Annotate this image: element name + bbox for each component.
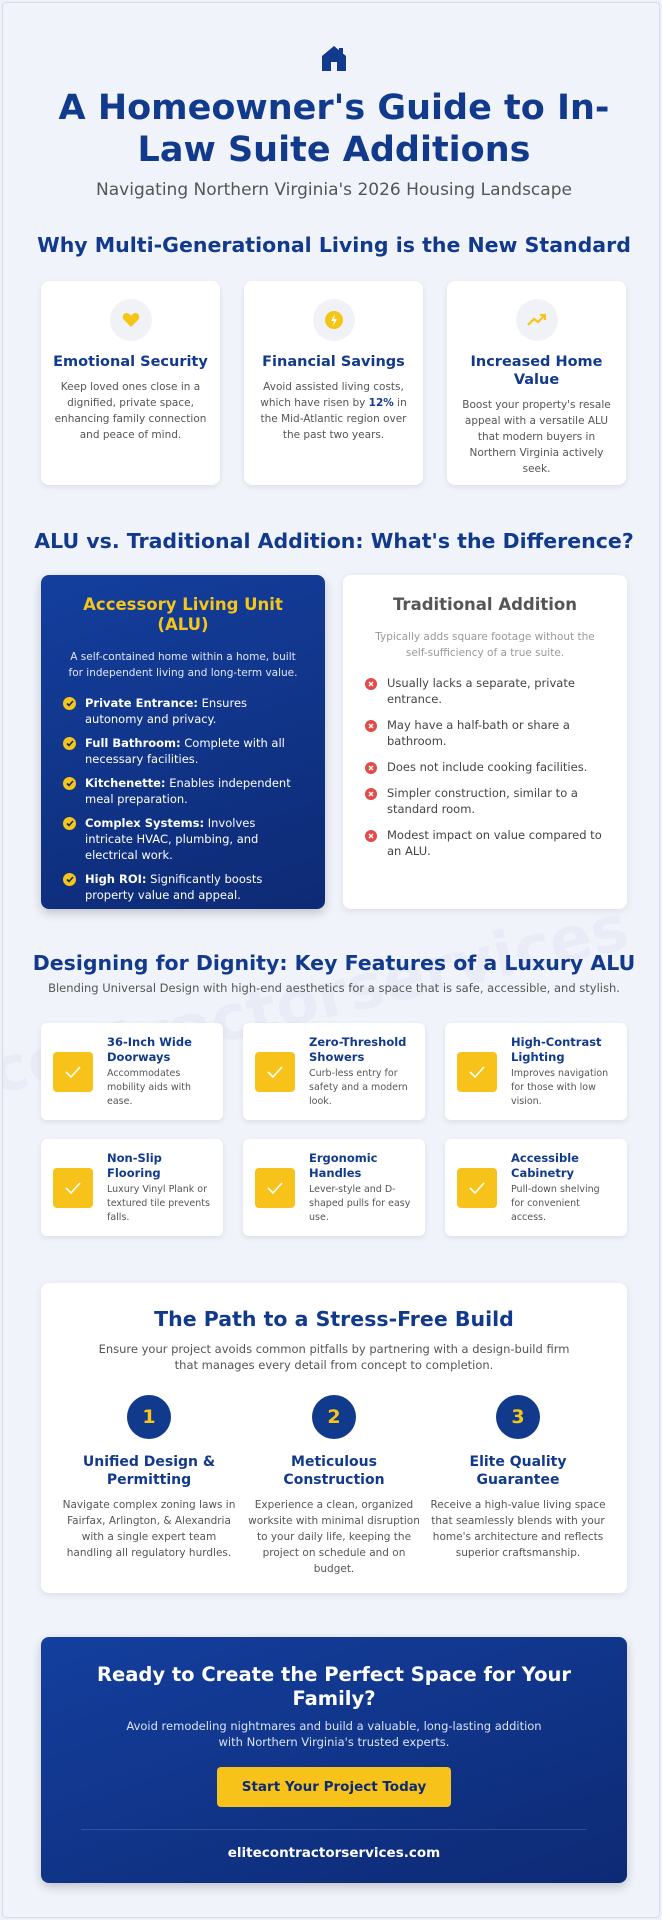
traditional-item: Does not include cooking facilities. xyxy=(365,759,605,775)
feature-tile: 36-Inch Wide Doorways Accommodates mobility aids with ease. xyxy=(41,1023,223,1120)
step-number: 3 xyxy=(496,1395,540,1439)
step-title: Meticulous Construction xyxy=(283,1454,385,1488)
benefit-title: Financial Savings xyxy=(262,354,405,370)
step-text: Navigate complex zoning laws in Fairfax, Arlington, & Alexandria with a single expert team handling all regulatory hurdles. xyxy=(62,1499,236,1559)
page-subtitle: Navigating Northern Virginia's 2026 Housing Landscape xyxy=(96,180,572,200)
path-intro: Ensure your project avoids common pitfalls by partnering with a design-build firm that manages every detail from concept to completion. xyxy=(98,1342,570,1372)
alu-feature-item: Private Entrance: Ensures autonomy and privacy. xyxy=(63,695,303,727)
path-title: The Path to a Stress-Free Build xyxy=(154,1307,514,1331)
benefit-card-emotional xyxy=(41,281,220,485)
x-icon xyxy=(365,762,377,774)
step-number: 1 xyxy=(127,1395,171,1439)
cta-text: Avoid remodeling nightmares and build a valuable, long-lasting addition with Northern Virginia's trusted experts. xyxy=(126,1719,542,1749)
path-step xyxy=(244,1395,424,1577)
step-title: Elite Quality Guarantee xyxy=(469,1454,567,1488)
step-text: Experience a clean, organized worksite with minimal disruption to your daily life, keeping the project on schedule and on budget. xyxy=(248,1499,420,1575)
check-icon xyxy=(255,1052,295,1092)
website-link[interactable]: elitecontractorservices.com xyxy=(227,1845,441,1861)
design-section-title: Designing for Dignity: Key Features of a Luxury ALU xyxy=(32,951,636,975)
feature-tile: Zero-Threshold Showers Curb-less entry for safety and a modern look. xyxy=(243,1023,425,1120)
benefit-title: Increased Home Value xyxy=(470,354,603,388)
house-icon xyxy=(319,43,349,73)
step-text: Receive a high-value living space that seamlessly blends with your home's architecture and reflects superior craftsmanship. xyxy=(430,1499,606,1559)
coin-icon xyxy=(313,299,355,341)
alu-description: A self-contained home within a home, built for independent living and long-term value. xyxy=(68,651,298,679)
feature-tile: Accessible Cabinetry Pull-down shelving for convenient access. xyxy=(445,1139,627,1236)
start-project-button[interactable]: Start Your Project Today xyxy=(217,1767,451,1807)
traditional-item: Modest impact on value compared to an ALU. xyxy=(365,827,605,859)
traditional-title: Traditional Addition xyxy=(392,595,577,614)
traditional-item: May have a half-bath or share a bathroom. xyxy=(365,717,605,749)
infographic-frame xyxy=(2,2,660,1918)
check-icon xyxy=(53,1052,93,1092)
savings-highlight: 12% xyxy=(368,397,394,409)
check-icon xyxy=(457,1168,497,1208)
path-step xyxy=(59,1395,239,1561)
check-icon xyxy=(63,873,76,886)
benefit-text: Keep loved ones close in a dignified, private space, enhancing family connection and peace of mind. xyxy=(54,381,207,441)
feature-tile: High-Contrast Lighting Improves navigation for those with low vision. xyxy=(445,1023,627,1120)
x-icon xyxy=(365,788,377,800)
alu-feature-item: High ROI: Significantly boosts property value and appeal. xyxy=(63,871,303,903)
check-icon xyxy=(63,697,76,710)
alu-title: Accessory Living Unit (ALU) xyxy=(83,595,283,634)
check-icon xyxy=(63,817,76,830)
traditional-description: Typically adds square footage without the self-sufficiency of a true suite. xyxy=(375,631,595,659)
feature-tile: Non-Slip Flooring Luxury Vinyl Plank or textured tile prevents falls. xyxy=(41,1139,223,1236)
alu-feature-item: Full Bathroom: Complete with all necessary facilities. xyxy=(63,735,303,767)
step-number: 2 xyxy=(312,1395,356,1439)
benefit-card-financial xyxy=(244,281,423,485)
page-title: A Homeowner's Guide to In-Law Suite Additions xyxy=(58,88,610,170)
benefit-text: Avoid assisted living costs, which have risen by 12% in the Mid-Atlantic region over the past two years. xyxy=(260,381,407,441)
alu-card xyxy=(41,575,325,909)
x-icon xyxy=(365,720,377,732)
feature-tile: Ergonomic Handles Lever-style and D-shaped pulls for easy use. xyxy=(243,1139,425,1236)
traditional-item: Usually lacks a separate, private entrance. xyxy=(365,675,605,707)
trend-up-icon xyxy=(516,299,558,341)
benefit-text: Boost your property's resale appeal with a versatile ALU that modern buyers in Northern Virginia actively seek. xyxy=(462,399,611,475)
path-step xyxy=(428,1395,608,1561)
step-title: Unified Design & Permitting xyxy=(82,1454,216,1488)
cta-banner xyxy=(41,1637,627,1883)
why-section-title: Why Multi-Generational Living is the New Standard xyxy=(37,233,631,257)
alu-feature-item: Kitchenette: Enables independent meal preparation. xyxy=(63,775,303,807)
cta-divider xyxy=(81,1829,587,1830)
x-icon xyxy=(365,830,377,842)
traditional-item: Simpler construction, similar to a standard room. xyxy=(365,785,605,817)
cta-title: Ready to Create the Perfect Space for Your Family? xyxy=(97,1663,571,1710)
benefit-card-home-value xyxy=(447,281,626,485)
x-icon xyxy=(365,678,377,690)
alu-feature-item: Complex Systems: Involves intricate HVAC, plumbing, and electrical work. xyxy=(63,815,303,863)
path-card xyxy=(41,1283,627,1593)
check-icon xyxy=(63,737,76,750)
heart-icon xyxy=(110,299,152,341)
check-icon xyxy=(63,777,76,790)
check-icon xyxy=(255,1168,295,1208)
design-subtitle: Blending Universal Design with high-end aesthetics for a space that is safe, accessible, and stylish. xyxy=(48,981,620,995)
check-icon xyxy=(53,1168,93,1208)
check-icon xyxy=(457,1052,497,1092)
compare-section-title: ALU vs. Traditional Addition: What's the Difference? xyxy=(34,529,634,553)
traditional-card xyxy=(343,575,627,909)
benefit-title: Emotional Security xyxy=(53,354,208,370)
